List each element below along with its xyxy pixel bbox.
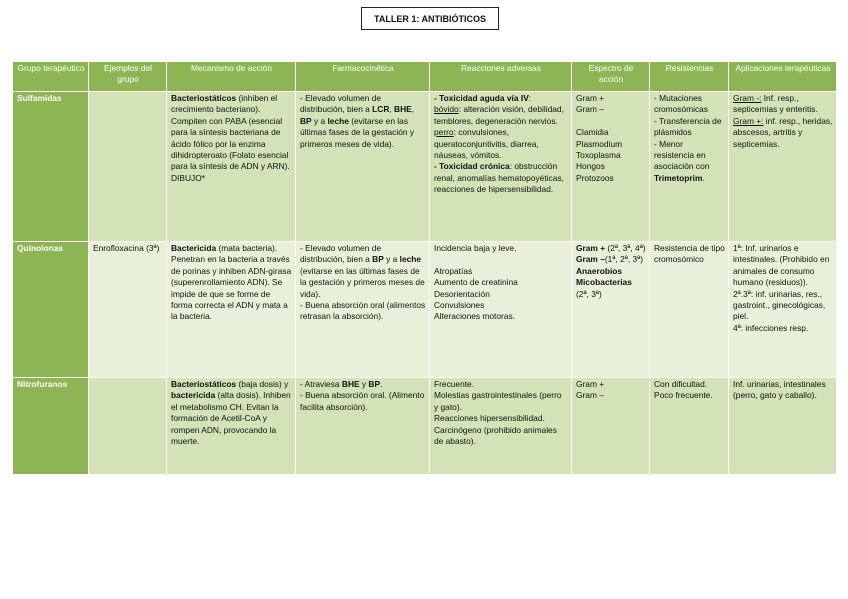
spectrum-cell	[572, 92, 650, 242]
examples-cell: Enrofloxacina (3ª)	[89, 242, 167, 378]
bold-text: Bacteriostáticos	[171, 379, 237, 389]
spectrum-cell	[572, 378, 650, 475]
text: - Buena absorción oral. (Alimento facilita absorción).	[300, 390, 425, 412]
text: - Transferencia de plásmidos	[654, 115, 722, 138]
column-header: Espectro de acción	[572, 62, 650, 92]
bold-text: LCR	[372, 104, 390, 115]
examples-cell	[89, 378, 167, 475]
text: (alta dosis). Inhiben el metabolismo CH. Evitan la formación de Acetil-CoA y rompen ADN, provocando la muerte.	[171, 390, 291, 447]
mechanism-cell	[167, 242, 296, 378]
applications-cell: Inf. urinarias, intestinales (perro, gato y caballo).	[729, 378, 837, 475]
pharmacokinetics-cell	[296, 378, 430, 475]
column-header: Grupo terapéutico	[13, 62, 89, 92]
text: Gram +	[576, 93, 605, 103]
text: (evitarse en las últimas fases de la gestación y primeros meses de vida).	[300, 265, 425, 299]
column-header: Ejemplos del grupo	[89, 62, 167, 92]
text: Frecuente.	[434, 379, 475, 389]
pharmacokinetics-cell	[296, 242, 430, 378]
text: y a	[311, 115, 328, 126]
text: - Menor resistencia en asociación con	[654, 138, 710, 172]
adverse-reactions-cell	[430, 378, 572, 475]
document-title: TALLER 1: ANTIBIÓTICOS	[361, 7, 499, 30]
adverse-reactions-cell	[430, 92, 572, 242]
underlined-text: perro	[434, 127, 454, 138]
bold-text: Anaerobios	[576, 265, 623, 276]
bold-text: - Toxicidad crónica	[434, 161, 510, 172]
text: Atropatías	[434, 265, 473, 276]
bold-text: Gram –	[576, 254, 605, 265]
text: (inhiben el crecimiento bacteriano). Compiten con PABA (esencial para la síntesis bacteriana de ácido fólico por la enzima dihidropteroato (Folato esencial para la síntesis de ADN y ARN). DIBUJO*	[171, 93, 290, 183]
table-row	[13, 92, 837, 242]
bold-text: Trimetoprim	[654, 172, 703, 183]
text: y a	[383, 254, 400, 265]
text: Desorientación	[434, 288, 490, 299]
text: Clamidia	[576, 127, 609, 138]
text: Protozoos	[576, 172, 614, 183]
pharmacokinetics-cell	[296, 92, 430, 242]
bold-text: BP	[368, 379, 381, 389]
antibiotics-table	[12, 61, 837, 475]
bold-text: leche	[327, 115, 349, 126]
text: Gram +	[576, 379, 605, 389]
text: Reacciones hipersensibilidad.	[434, 413, 545, 424]
resistance-cell: Con dificultad. Poco frecuente.	[650, 378, 729, 475]
text: : convulsiones, queratoconjuntivitis, diarrea, náuseas, vómitos.	[434, 127, 539, 161]
bold-text: bactericida	[171, 390, 216, 401]
underlined-text: bóvido	[434, 104, 459, 115]
table-row	[13, 242, 837, 378]
text: (1ª, 2ª, 3ª)	[604, 254, 644, 265]
text: Aumento de creatinina	[434, 277, 518, 288]
table-row	[13, 378, 837, 475]
text: Gram –	[576, 390, 604, 401]
text: .	[702, 172, 705, 183]
text: Gram –	[576, 104, 604, 115]
text: (evitarse en las últimas fases de la gestación y primeros meses de vida).	[300, 115, 415, 149]
text: .	[380, 379, 383, 389]
column-header: Resistencias	[650, 62, 729, 92]
text: :	[528, 93, 532, 103]
text: - Elevado volumen de distribución, bien a	[300, 93, 382, 115]
examples-cell	[89, 92, 167, 242]
text: (2ª, 3ª, 4ª)	[605, 243, 646, 253]
text: Incidencia baja y leve.	[434, 243, 517, 253]
text: (2ª, 3ª)	[576, 288, 602, 299]
group-name: Sulfamidas	[13, 92, 89, 242]
text: Molestias gastrointestinales (perro y gato).	[434, 390, 562, 412]
group-name: Quinolonas	[13, 242, 89, 378]
mechanism-cell	[167, 378, 296, 475]
text: 4ª: infecciones resp.	[733, 322, 809, 333]
text: Plasmodium	[576, 138, 623, 149]
applications-cell	[729, 92, 837, 242]
text: Inf. resp., septicemias y enteritis.	[733, 93, 818, 115]
bold-text: BP	[372, 254, 384, 265]
bold-text: BHE	[341, 379, 360, 389]
text: - Buena absorción oral (alimentos retrasan la absorción).	[300, 300, 426, 322]
text: - Atraviesa	[300, 379, 342, 389]
underlined-text: Gram +:	[733, 115, 764, 126]
resistance-cell	[650, 92, 729, 242]
text: inf. resp., heridas, abscesos, artritis y septicemias.	[733, 115, 833, 149]
text: y	[359, 379, 369, 389]
text: - Mutaciones cromosómicas	[654, 93, 708, 115]
underlined-text: Gram -:	[733, 93, 762, 103]
resistance-cell: Resistencia de tipo cromosómico	[650, 242, 729, 378]
text: (baja dosis) y	[236, 379, 289, 389]
column-header: Farmacocinética	[296, 62, 430, 92]
text: 1ª: Inf. urinarios e intestinales. (Prohibido en animales de consumo humano (residuos)).	[733, 243, 830, 288]
text: - Elevado volumen de distribución, bien a	[300, 243, 382, 265]
text: (mata bacteria). Penetran en la bacteria a través de porinas y inhiben ADN-girasa (superenrollamiento ADN). Se impide de que se forme de forma correcta el ADN y mata a la bacteria.	[171, 243, 292, 322]
bold-text: Bacteriostáticos	[171, 93, 237, 103]
bold-text: leche	[399, 254, 422, 265]
text: ,	[389, 104, 395, 115]
adverse-reactions-cell	[430, 242, 572, 378]
column-header: Mecanismo de acción	[167, 62, 296, 92]
group-name: Nitrofuranos	[13, 378, 89, 475]
text: 2ª.3ª: inf. urinarias, res., gastroint., ginecológicas, piel.	[733, 288, 826, 322]
column-header: Reacciones adversas	[430, 62, 572, 92]
text: ,	[411, 104, 415, 115]
spectrum-cell	[572, 242, 650, 378]
text: : obstrucción renal, anomalías hematopoyéticas, reacciones de hipersensibilidad.	[434, 161, 564, 195]
text: Convulsiones	[434, 300, 485, 311]
bold-text: - Toxicidad aguda vía IV	[434, 93, 529, 103]
text: Carcinógeno (prohibido animales de abasto).	[434, 424, 557, 447]
bold-text: Micobacterias	[576, 277, 632, 288]
mechanism-cell	[167, 92, 296, 242]
bold-text: BHE	[394, 104, 412, 115]
text: Alteraciones motoras.	[434, 311, 515, 322]
text: Hongos	[576, 161, 605, 172]
column-header: Aplicaciones terapéuticas	[729, 62, 837, 92]
header-row	[13, 62, 837, 92]
text: Toxoplasma	[576, 150, 621, 161]
bold-text: Gram +	[576, 243, 606, 253]
bold-text: Bactericida	[171, 243, 217, 253]
bold-text: BP	[300, 115, 312, 126]
text: : alteración visión, debilidad, temblores, degeneración nervios.	[434, 104, 564, 126]
applications-cell	[729, 242, 837, 378]
